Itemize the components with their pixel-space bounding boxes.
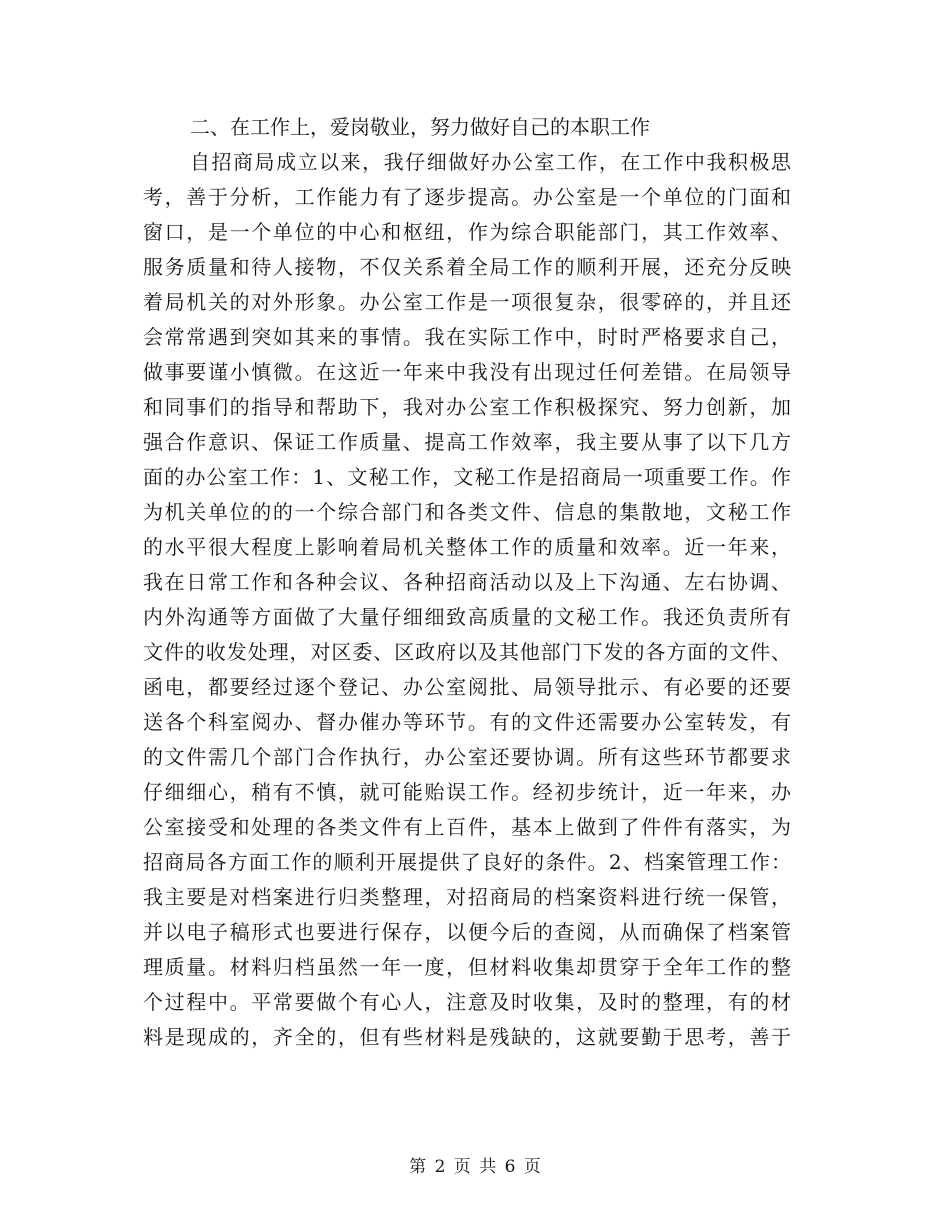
paragraph-line: 的文件需几个部门合作执行，办公室还要协调。所有这些环节都要求 <box>143 745 791 769</box>
paragraph-line: 会常常遇到突如其来的事情。我在实际工作中，时时严格要求自己， <box>143 325 791 349</box>
paragraph-line: 强合作意识、保证工作质量、提高工作效率，我主要从事了以下几方 <box>143 430 791 454</box>
paragraph-line: 函电，都要经过逐个登记、办公室阅批、局领导批示、有必要的还要 <box>143 675 791 699</box>
paragraph-line: 面的办公室工作：1、文秘工作，文秘工作是招商局一项重要工作。作 <box>143 465 791 489</box>
paragraph-line: 我在日常工作和各种会议、各种招商活动以及上下沟通、左右协调、 <box>143 570 791 594</box>
paragraph-line: 自招商局成立以来，我仔细做好办公室工作，在工作中我积极思 <box>190 150 791 174</box>
paragraph-line: 窗口，是一个单位的中心和枢纽，作为综合职能部门，其工作效率、 <box>143 220 791 244</box>
paragraph-line: 料是现成的，齐全的，但有些材料是残缺的，这就要勤于思考，善于 <box>143 1025 791 1049</box>
paragraph-line: 服务质量和待人接物，不仅关系着全局工作的顺利开展，还充分反映 <box>143 255 791 279</box>
paragraph-line: 个过程中。平常要做个有心人，注意及时收集，及时的整理，有的材 <box>143 990 791 1014</box>
paragraph-line: 为机关单位的的一个综合部门和各类文件、信息的集散地，文秘工作 <box>143 500 791 524</box>
paragraph-line: 的水平很大程度上影响着局机关整体工作的质量和效率。近一年来， <box>143 535 791 559</box>
paragraph-line: 送各个科室阅办、督办催办等环节。有的文件还需要办公室转发，有 <box>143 710 791 734</box>
paragraph-line: 和同事们的指导和帮助下，我对办公室工作积极探究、努力创新，加 <box>143 395 791 419</box>
paragraph-line: 着局机关的对外形象。办公室工作是一项很复杂，很零碎的，并且还 <box>143 290 791 314</box>
paragraph-line: 仔细细心，稍有不慎，就可能贻误工作。经初步统计，近一年来，办 <box>143 780 791 804</box>
page-number-footer: 第 2 页 共 6 页 <box>409 1157 541 1177</box>
paragraph-line: 文件的收发处理，对区委、区政府以及其他部门下发的各方面的文件、 <box>143 640 791 664</box>
section-heading: 二、在工作上，爱岗敬业，努力做好自己的本职工作 <box>190 115 650 139</box>
body-text <box>0 110 950 1055</box>
paragraph-line: 招商局各方面工作的顺利开展提供了良好的条件。2、档案管理工作： <box>143 850 791 874</box>
paragraph-line: 公室接受和处理的各类文件有上百件，基本上做到了件件有落实，为 <box>143 815 791 839</box>
paragraph-line: 内外沟通等方面做了大量仔细细致高质量的文秘工作。我还负责所有 <box>143 605 791 629</box>
paragraph-line: 我主要是对档案进行归类整理，对招商局的档案资料进行统一保管， <box>143 885 791 909</box>
paragraph-line: 做事要谨小慎微。在这近一年来中我没有出现过任何差错。在局领导 <box>143 360 791 384</box>
paragraph-line: 并以电子稿形式也要进行保存，以便今后的查阅，从而确保了档案管 <box>143 920 791 944</box>
paragraph-line: 考，善于分析，工作能力有了逐步提高。办公室是一个单位的门面和 <box>143 185 791 209</box>
paragraph-line: 理质量。材料归档虽然一年一度，但材料收集却贯穿于全年工作的整 <box>143 955 791 979</box>
